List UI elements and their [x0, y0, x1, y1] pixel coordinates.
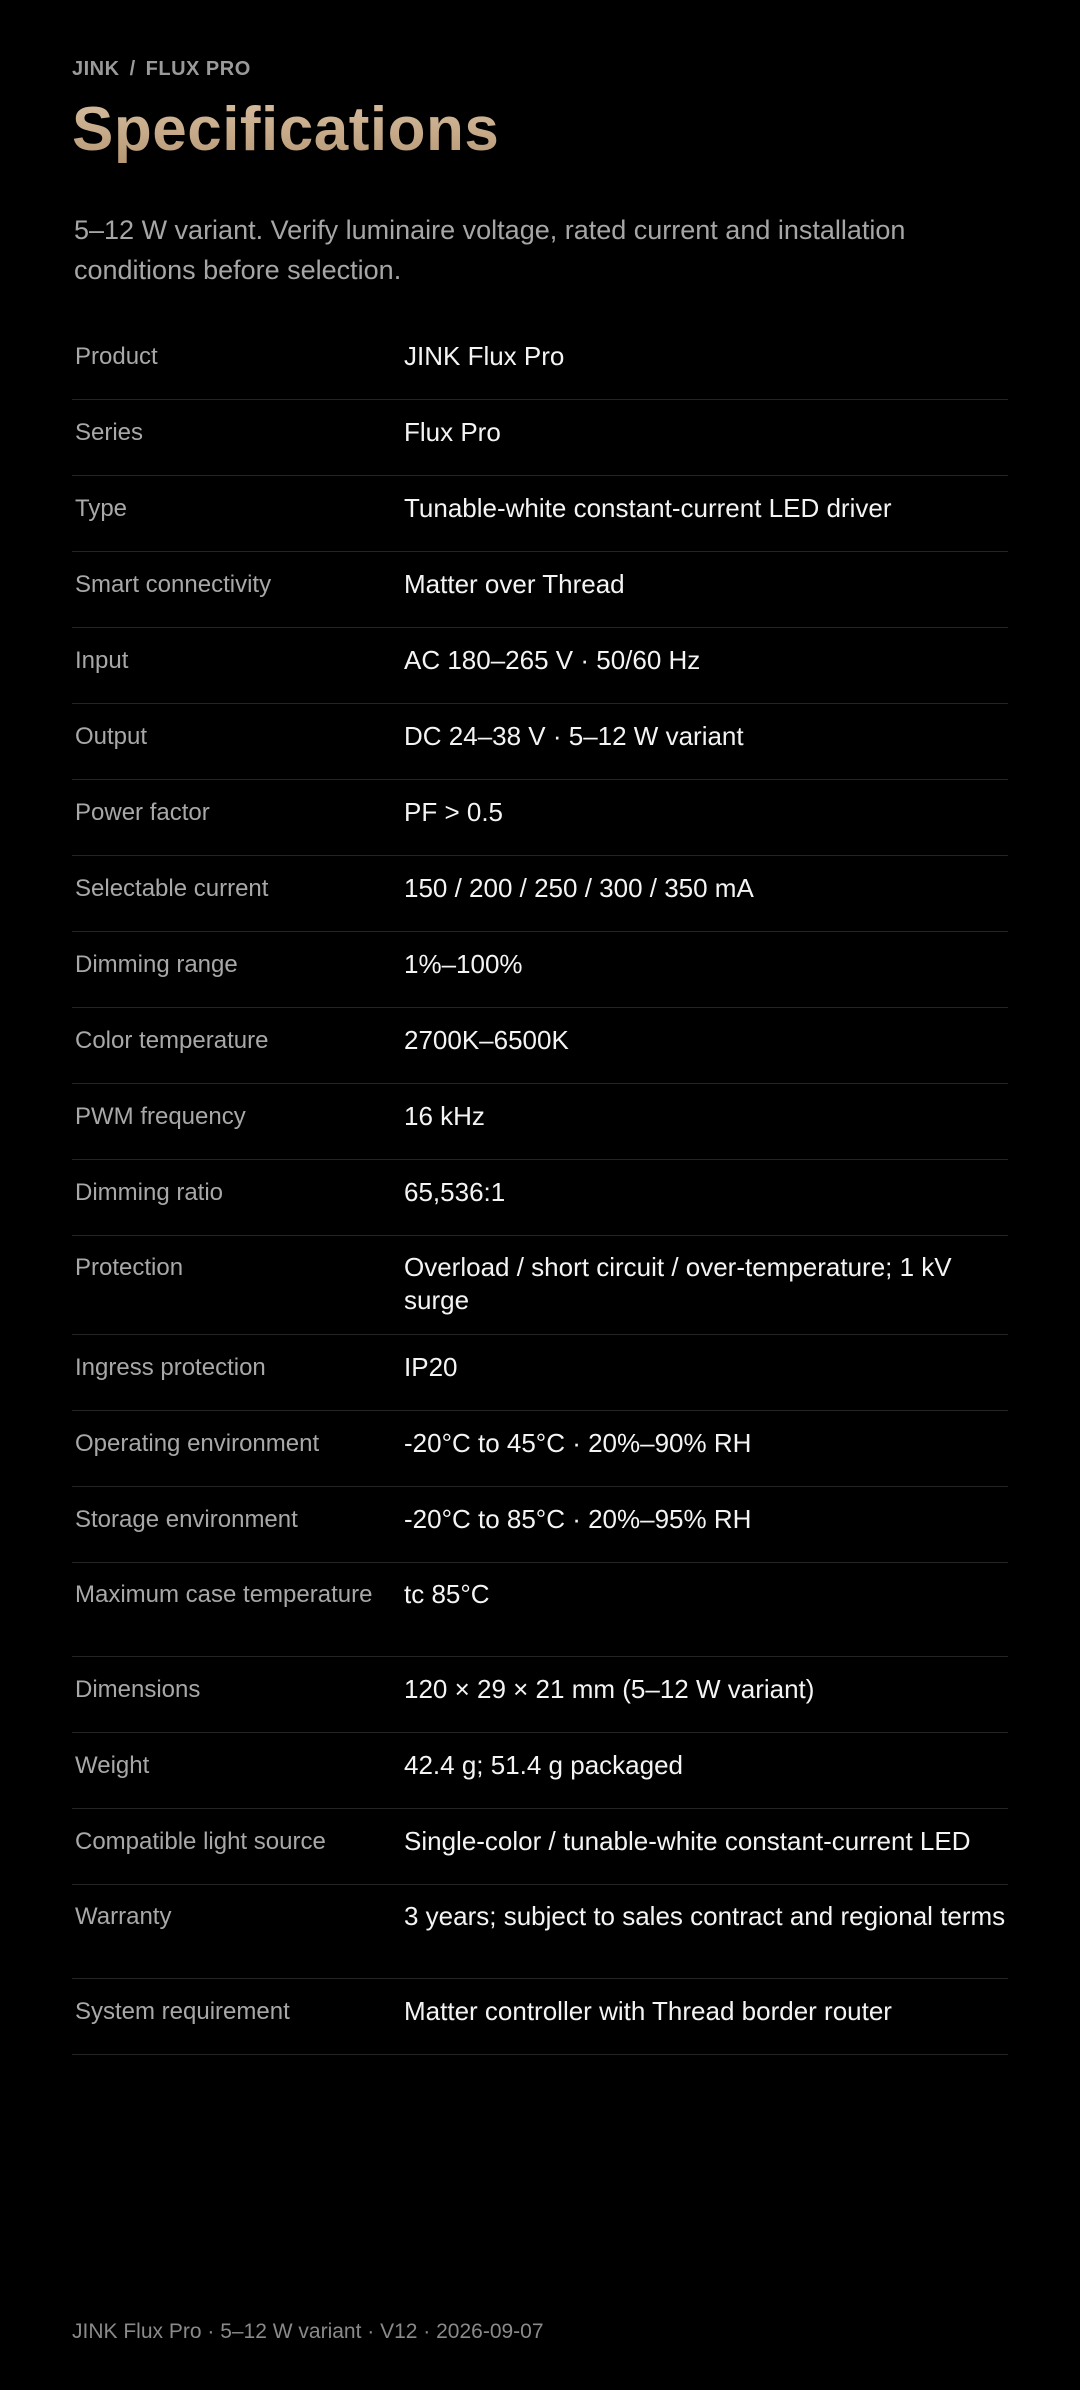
- spec-row-series: [72, 400, 1008, 476]
- breadcrumb-brand-link[interactable]: JINK: [72, 58, 120, 80]
- spec-value: Matter controller with Thread border router: [401, 1979, 1008, 2055]
- spec-value: 16 kHz: [401, 1084, 1008, 1160]
- spec-row-input: [72, 628, 1008, 704]
- spec-value: DC 24–38 V · 5–12 W variant: [401, 704, 1008, 780]
- spec-row-operating-environment: [72, 1411, 1008, 1487]
- spec-label: Dimming range: [72, 932, 401, 1008]
- spec-label: Dimensions: [72, 1657, 401, 1733]
- spec-row-protection: [72, 1236, 1008, 1335]
- spec-value: Single-color / tunable-white constant-current LED: [401, 1809, 1008, 1885]
- spec-value: -20°C to 45°C · 20%–90% RH: [401, 1411, 1008, 1487]
- spec-value: Overload / short circuit / over-temperature; 1 kV surge: [401, 1236, 1008, 1335]
- spec-row-warranty: [72, 1885, 1008, 1979]
- spec-row-compatible-light-source: [72, 1809, 1008, 1885]
- spec-table: [72, 324, 1008, 2055]
- intro-text: 5–12 W variant. Verify luminaire voltage, rated current and installation conditions before selection.: [74, 215, 906, 285]
- spec-row-dimensions: [72, 1657, 1008, 1733]
- spec-row-ingress-protection: [72, 1335, 1008, 1411]
- breadcrumb-product[interactable]: FLUX PRO: [145, 58, 251, 80]
- spec-row-dimming-range: [72, 932, 1008, 1008]
- spec-label: Compatible light source: [72, 1809, 401, 1885]
- spec-label: Input: [72, 628, 401, 704]
- spec-value: IP20: [401, 1335, 1008, 1411]
- spec-label: Dimming ratio: [72, 1160, 401, 1236]
- spec-row-weight: [72, 1733, 1008, 1809]
- spec-row-smart-connectivity: [72, 552, 1008, 628]
- spec-label: System requirement: [72, 1979, 401, 2055]
- spec-row-storage-environment: [72, 1487, 1008, 1563]
- spec-label: Maximum case temperature: [72, 1563, 401, 1657]
- breadcrumb-separator: /: [129, 58, 136, 80]
- spec-label: PWM frequency: [72, 1084, 401, 1160]
- spec-value: tc 85°C: [401, 1563, 1008, 1657]
- spec-row-pwm-frequency: [72, 1084, 1008, 1160]
- spec-label: Operating environment: [72, 1411, 401, 1487]
- spec-value: 2700K–6500K: [401, 1008, 1008, 1084]
- spec-label: Power factor: [72, 780, 401, 856]
- spec-label: Selectable current: [72, 856, 401, 932]
- spec-label: Series: [72, 400, 401, 476]
- spec-row-type: [72, 476, 1008, 552]
- spec-row-power-factor: [72, 780, 1008, 856]
- spec-label: Storage environment: [72, 1487, 401, 1563]
- footer-version-text: JINK Flux Pro · 5–12 W variant · V12 · 2026-09-07: [72, 2320, 544, 2343]
- spec-row-product: [72, 324, 1008, 400]
- spec-value: 42.4 g; 51.4 g packaged: [401, 1733, 1008, 1809]
- spec-row-color-temperature: [72, 1008, 1008, 1084]
- spec-value: 120 × 29 × 21 mm (5–12 W variant): [401, 1657, 1008, 1733]
- spec-label: Color temperature: [72, 1008, 401, 1084]
- spec-value: PF > 0.5: [401, 780, 1008, 856]
- spec-label: Product: [72, 324, 401, 400]
- spec-label: Smart connectivity: [72, 552, 401, 628]
- spec-value: JINK Flux Pro: [401, 324, 1008, 400]
- spec-value: AC 180–265 V · 50/60 Hz: [401, 628, 1008, 704]
- spec-value: 3 years; subject to sales contract and regional terms: [401, 1885, 1008, 1979]
- spec-value: 150 / 200 / 250 / 300 / 350 mA: [401, 856, 1008, 932]
- spec-row-output: [72, 704, 1008, 780]
- spec-value: Tunable-white constant-current LED driver: [401, 476, 1008, 552]
- spec-value: 65,536:1: [401, 1160, 1008, 1236]
- spec-label: Protection: [72, 1236, 401, 1335]
- spec-row-system-requirement: [72, 1979, 1008, 2055]
- spec-value: Matter over Thread: [401, 552, 1008, 628]
- spec-label: Ingress protection: [72, 1335, 401, 1411]
- spec-row-maximum-case-temperature: [72, 1563, 1008, 1657]
- spec-row-selectable-current: [72, 856, 1008, 932]
- page-title: Specifications: [72, 95, 500, 164]
- spec-row-dimming-ratio: [72, 1160, 1008, 1236]
- spec-label: Weight: [72, 1733, 401, 1809]
- spec-value: Flux Pro: [401, 400, 1008, 476]
- spec-value: 1%–100%: [401, 932, 1008, 1008]
- breadcrumb: [72, 58, 251, 81]
- spec-value: -20°C to 85°C · 20%–95% RH: [401, 1487, 1008, 1563]
- spec-label: Warranty: [72, 1885, 401, 1979]
- spec-label: Output: [72, 704, 401, 780]
- spec-label: Type: [72, 476, 401, 552]
